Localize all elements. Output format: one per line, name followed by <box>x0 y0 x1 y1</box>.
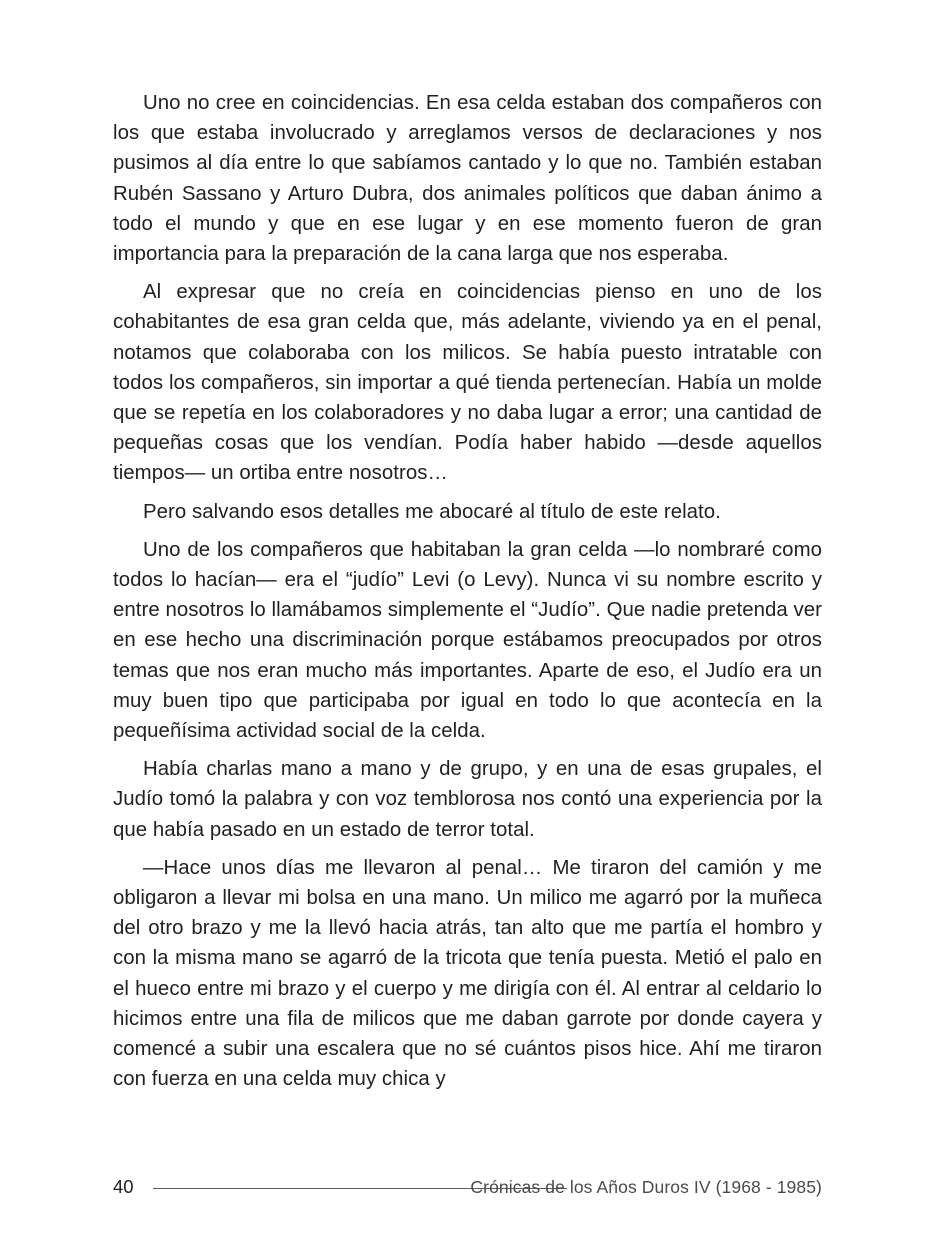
book-title: Crónicas de los Años Duros IV (1968 - 1985) <box>470 1177 822 1197</box>
paragraph: Había charlas mano a mano y de grupo, y en una de esas grupales, el Judío tomó la palabra y con voz temblorosa nos contó una experiencia por la que había pasado en un estado de terror total. <box>113 758 822 841</box>
paragraph: —Hace unos días me llevaron al penal… Me tiraron del camión y me obligaron a llevar mi bolsa en una mano. Un milico me agarró por la muñeca del otro brazo y me la llevó hacia atrás, tan alto que me partía el hombro y con la misma mano se agarró de la tricota que tenía puesta. Metió el palo en el hueco entre mi brazo y el cuerpo y me dirigía con él. Al entrar al celdario lo hicimos entre una fila de milicos que me daban garrote por donde cayera y comencé a subir una escalera que no sé cuántos pisos hice. Ahí me tiraron con fuerza en una celda muy chica y <box>113 856 822 1091</box>
paragraph: Uno de los compañeros que habitaban la gran celda —lo nombraré como todos lo hacían— era el “judío” Levi (o Levy). Nunca vi su nombre escrito y entre nosotros lo llamábamos simplemente el “Judío”. Que nadie pretenda ver en ese hecho una discriminación porque estábamos preocupados por otros temas que nos eran mucho más importantes. Aparte de eso, el Judío era un muy buen tipo que participaba por igual en todo lo que acontecía en la pequeñísima actividad social de la celda. <box>113 538 822 743</box>
paragraph: Al expresar que no creía en coincidencias pienso en uno de los cohabitantes de esa gran celda que, más adelante, viviendo ya en el penal, notamos que colaboraba con los milicos. Se había puesto intratable con todos los compañeros, sin importar a qué tienda pertenecían. Había un molde que se repetía en los colaboradores y no daba lugar a error; una cantidad de pequeñas cosas que los vendían. Podía haber habido —desde aquellos tiempos— un ortiba entre nosotros… <box>113 281 822 485</box>
page-body <box>113 88 822 1103</box>
page-number: 40 <box>113 1176 134 1197</box>
paragraph: Pero salvando esos detalles me abocaré al título de este relato. <box>143 500 721 523</box>
paragraph: Uno no cree en coincidencias. En esa celda estaban dos compañeros con los que estaba involucrado y arreglamos versos de declaraciones y nos pusimos al día entre lo que sabíamos cantado y lo que no. También estaban Rubén Sassano y Arturo Dubra, dos animales políticos que daban ánimo a todo el mundo y que en ese lugar y en ese momento fueron de gran importancia para la preparación de la cana larga que nos esperaba. <box>113 92 822 266</box>
page-footer <box>113 1172 822 1202</box>
